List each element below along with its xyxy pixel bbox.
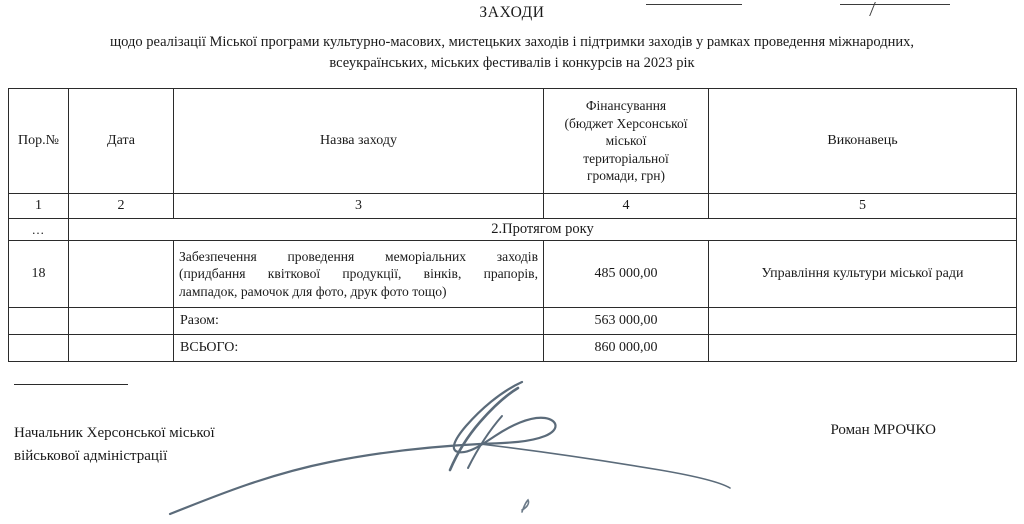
row-funding: 485 000,00 <box>544 241 709 308</box>
page-artifact-mark <box>869 2 902 16</box>
measure-name-line-1: Забезпечення проведення меморіальних заходів <box>179 248 538 264</box>
subtitle-line-1: щодо реалізації Міської програми культурно-масових, мистецьких заходів і підтримки заходів у рамках проведення міжнародних, <box>109 34 915 50</box>
subtitle-line-2: всеукраїнських, міських фестивалів і конкурсів на 2023 рік <box>329 55 695 72</box>
col-number-4: 4 <box>544 194 709 219</box>
signatory-position-line-2: військової адміністрації <box>14 447 168 464</box>
header-cell-executor: Виконавець <box>709 89 1017 194</box>
table-row <box>9 241 1017 308</box>
col-number-1: 1 <box>9 194 69 219</box>
total-razom-amount: 563 000,00 <box>544 308 709 335</box>
signatory-position <box>14 422 215 467</box>
row-order-no: 18 <box>9 241 69 308</box>
funding-line-3: міської <box>605 133 647 149</box>
section-header-row <box>9 219 1017 241</box>
col-number-3: 3 <box>174 194 544 219</box>
col-number-2: 2 <box>69 194 174 219</box>
header-cell-order-no: Пор.№ <box>9 89 69 194</box>
header-cell-funding <box>544 89 709 194</box>
section-label: 2.Протягом року <box>69 219 1017 241</box>
signature-rule <box>14 384 128 385</box>
total-vsogo-label: ВСЬОГО: <box>174 335 544 362</box>
total-vsogo-spacer-2 <box>69 335 174 362</box>
row-measure-name <box>174 241 544 308</box>
signatory-position-line-1: Начальник Херсонської міської <box>14 425 215 442</box>
funding-line-2: (бюджет Херсонської <box>564 115 688 131</box>
column-number-row <box>9 194 1017 219</box>
row-executor: Управління культури міської ради <box>709 241 1017 308</box>
total-razom-spacer-2 <box>69 308 174 335</box>
table-header-row <box>9 89 1017 194</box>
funding-line-4: територіальної <box>583 150 669 166</box>
total-razom-spacer-1 <box>9 308 69 335</box>
funding-line-1: Фінансування <box>585 98 667 114</box>
table-body <box>9 194 1017 362</box>
table-total-row-vsogo <box>9 335 1017 362</box>
header-cell-measure-name: Назва заходу <box>174 89 544 194</box>
total-razom-label: Разом: <box>174 308 544 335</box>
measures-table-wrapper <box>8 88 1016 362</box>
measure-name-line-2: (придбання квіткової продукції, вінків, прапорів, <box>179 266 538 282</box>
table-total-row-razom <box>9 308 1017 335</box>
funding-line-5: громади, грн) <box>586 168 666 184</box>
measures-table <box>8 88 1017 362</box>
table-head <box>9 89 1017 194</box>
measure-name-line-3: лампадок, рамочок для фото, друк фото тощо) <box>179 283 447 299</box>
page-title: ЗАХОДИ <box>479 4 545 21</box>
total-vsogo-spacer-3 <box>709 335 1017 362</box>
document-page <box>0 4 1024 514</box>
col-number-5: 5 <box>709 194 1017 219</box>
signature-block <box>0 384 1024 524</box>
page-artifact-line-left <box>646 4 742 5</box>
total-vsogo-amount: 860 000,00 <box>544 335 709 362</box>
handwritten-signature-icon <box>150 374 770 524</box>
row-date <box>69 241 174 308</box>
total-vsogo-spacer-1 <box>9 335 69 362</box>
section-ellipsis: ... <box>9 219 69 241</box>
header-cell-date: Дата <box>69 89 174 194</box>
signatory-name: Роман МРОЧКО <box>830 422 936 439</box>
total-razom-spacer-3 <box>709 308 1017 335</box>
document-subtitle <box>0 32 1024 74</box>
